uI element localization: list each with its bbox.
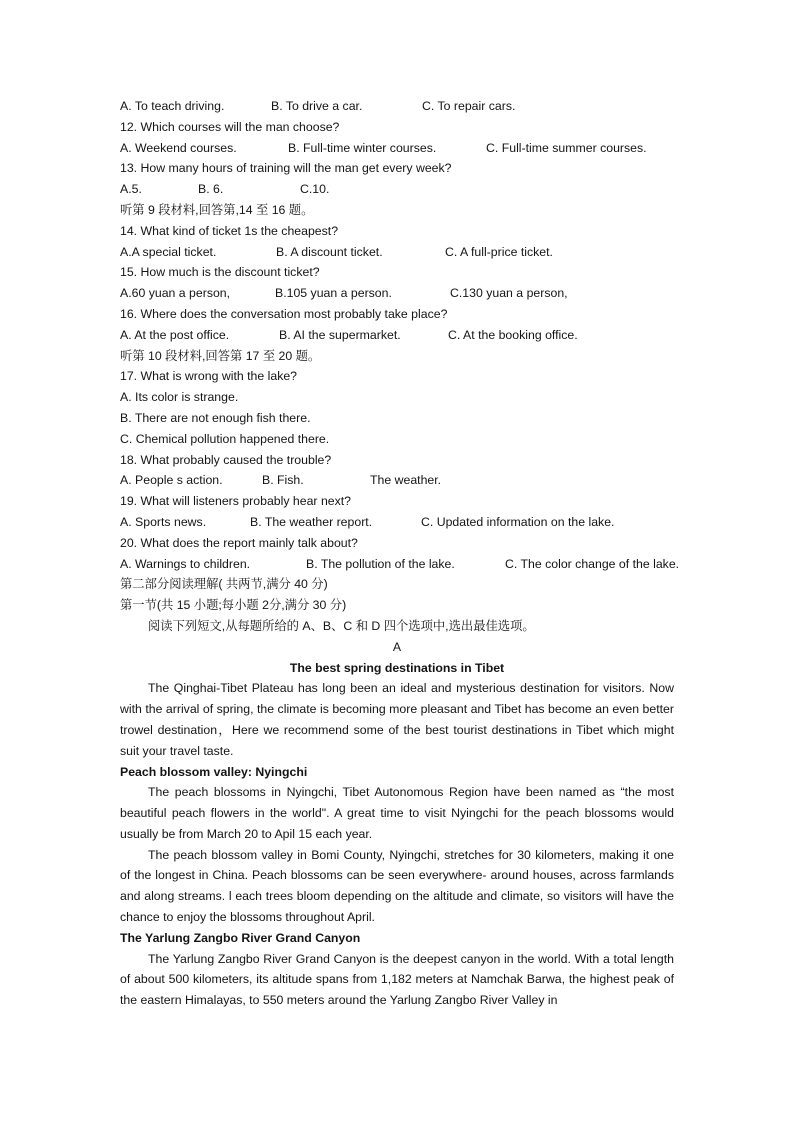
q20-option-c: C. The color change of the lake. [505, 556, 680, 571]
peach-paragraph-2: The peach blossom valley in Bomi County, Nyingchi, stretches for 30 kilometers, making it one of the longest in China. Peach blossoms can be seen everywhere- around houses, across farmlands and along streams. l each trees bloom depending on the altitude and climate, so visitors will have the chance to enjoy the blossoms throughout April. [120, 847, 674, 925]
q12-option-b: B. Full-time winter courses. [288, 140, 437, 155]
section-heading-peach-valley: Peach blossom valley: Nyingchi [120, 764, 308, 779]
q19-options [120, 512, 674, 533]
q13-option-c: C.10. [300, 182, 330, 197]
q14-option-b: B. A discount ticket. [276, 244, 383, 259]
q15-question: 15. How much is the discount ticket? [120, 265, 320, 280]
q13-question: 13. How many hours of training will the man get every week? [120, 161, 452, 176]
passage-intro: The Qinghai-Tibet Plateau has long been an ideal and mysterious destination for visitors. Now with the arrival of spring, the climate is becoming more pleasant and Tibet has become an even better trowel destination，Here we recommend some of the best tourist destinations in Tibet which might suit your travel taste. [120, 681, 674, 758]
exam-page [120, 96, 680, 1011]
passage-title: The best spring destinations in Tibet [289, 660, 505, 675]
q15-option-c: C.130 yuan a person, [450, 286, 568, 301]
q14-question: 14. What kind of ticket 1s the cheapest? [120, 223, 339, 238]
q11-option-a: A. To teach driving. [120, 99, 225, 113]
q20-option-a: A. Warnings to children. [120, 556, 251, 571]
q16-option-a: A. At the post office. [120, 327, 230, 342]
q20-option-b: B. The pollution of the lake. [306, 556, 455, 571]
q14-option-c: C. A full-price ticket. [445, 244, 553, 259]
q12-option-c: C. Full-time summer courses. [486, 140, 647, 155]
q17-option-c: C. Chemical pollution happened there. [120, 431, 330, 446]
peach-paragraph-1: The peach blossoms in Nyingchi, Tibet Autonomous Region have been named as “the most beautiful peach flowers in the world". A great time to visit Nyingchi for the peach blossoms would usually be from March 20 to Apil 15 each year. [120, 785, 674, 841]
passage-letter: A [392, 639, 402, 654]
q13-option-a: A.5. [120, 182, 142, 197]
q18-options [120, 470, 674, 491]
q15-option-a: A.60 yuan a person, [120, 286, 231, 301]
q18-option-c: The weather. [370, 473, 442, 488]
q18-option-a: A. People s action. [120, 473, 223, 488]
q19-option-b: B. The weather report. [250, 514, 373, 529]
q12-options [120, 138, 674, 159]
section1-heading: 第一节(共 15 小题;每小题 2分,满分 30 分) [120, 598, 347, 613]
q20-question: 20. What does the report mainly talk about? [120, 535, 358, 550]
section9-instruction: 听第 9 段材料,回答第,14 至 16 题。 [120, 202, 314, 217]
q17-option-b: B. There are not enough fish there. [120, 410, 311, 425]
q11-options [120, 96, 674, 117]
q17-option-a: A. Its color is strange. [120, 390, 239, 405]
q19-option-c: C. Updated information on the lake. [421, 514, 615, 529]
q18-option-b: B. Fish. [262, 473, 304, 488]
q12-option-a: A. Weekend courses. [120, 140, 237, 155]
q15-options [120, 283, 674, 304]
part2-heading: 第二部分阅读理解( 共两节,满分 40 分) [120, 577, 328, 592]
canyon-paragraph: The Yarlung Zangbo River Grand Canyon is the deepest canyon in the world. With a total length of about 500 kilometers, its altitude spans from 1,182 meters at Namchak Barwa, the highest peak of the eastern Himalayas, to 550 meters around the Yarlung Zangbo River Valley in [120, 951, 674, 1008]
q17-question: 17. What is wrong with the lake? [120, 369, 298, 384]
q16-question: 16. Where does the conversation most probably take place? [120, 306, 448, 321]
q16-options [120, 325, 674, 346]
q14-option-a: A.A special ticket. [120, 244, 217, 259]
q11-option-b: B. To drive a car. [271, 99, 363, 113]
q20-options [120, 554, 680, 575]
q14-options [120, 242, 674, 263]
q11-option-c: C. To repair cars. [422, 99, 516, 113]
q12-question: 12. Which courses will the man choose? [120, 119, 340, 134]
q16-option-b: B. AI the supermarket. [279, 327, 401, 342]
q18-question: 18. What probably caused the trouble? [120, 452, 332, 467]
reading-instruction: 阅读下列短文,从每题所给的 A、B、C 和 D 四个选项中,选出最佳选项。 [148, 618, 535, 633]
section-heading-grand-canyon: The Yarlung Zangbo River Grand Canyon [120, 930, 361, 945]
q13-options [120, 179, 674, 200]
q19-option-a: A. Sports news. [120, 514, 207, 529]
section10-instruction: 听第 10 段材料,回答第 17 至 20 题。 [120, 348, 321, 363]
q19-question: 19. What will listeners probably hear next? [120, 494, 352, 509]
q13-option-b: B. 6. [198, 182, 224, 197]
q16-option-c: C. At the booking office. [448, 327, 578, 342]
q15-option-b: B.105 yuan a person. [275, 286, 392, 301]
